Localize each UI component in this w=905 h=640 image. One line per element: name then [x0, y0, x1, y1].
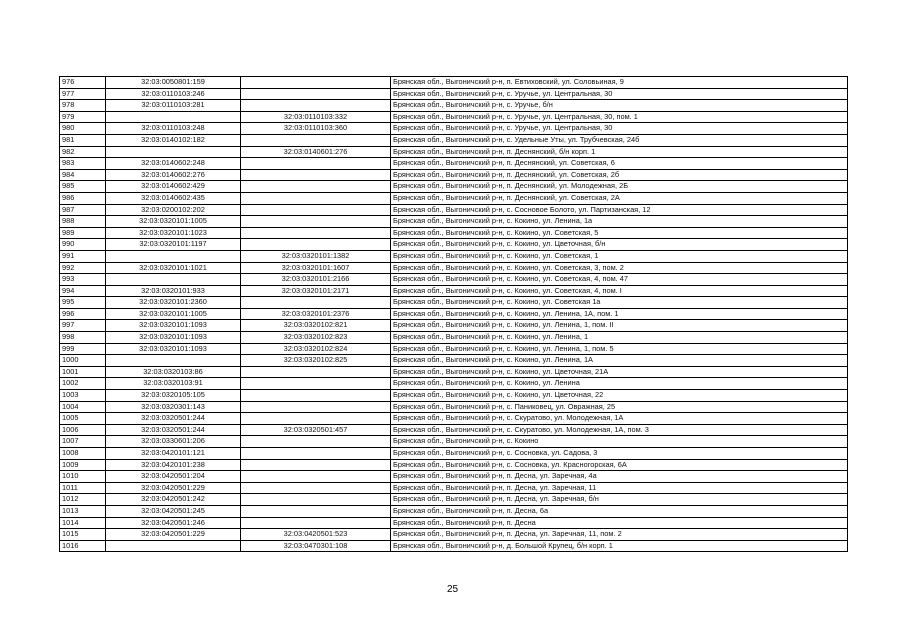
row-number-cell: 999 [60, 343, 106, 355]
row-number-cell: 985 [60, 181, 106, 193]
registry-table [59, 76, 848, 552]
page-number: 25 [446, 584, 459, 595]
cadastral-number-cell [106, 355, 241, 367]
row-number-cell: 997 [60, 320, 106, 332]
row-number-cell: 1005 [60, 413, 106, 425]
table-row [60, 540, 848, 552]
premises-cadastral-number-cell [241, 448, 391, 460]
premises-cadastral-number-cell: 32:03:0470301:108 [241, 540, 391, 552]
address-cell: Брянская обл., Выгоничский р-н, с. Кокино, ул. Советская, 4, пом. 47 [391, 274, 848, 286]
premises-cadastral-number-cell: 32:03:0320501:457 [241, 424, 391, 436]
table-row [60, 274, 848, 286]
row-number-cell: 993 [60, 274, 106, 286]
cadastral-number-cell: 32:03:0110103:248 [106, 123, 241, 135]
table-row [60, 239, 848, 251]
cadastral-number-cell: 32:03:0320101:1093 [106, 320, 241, 332]
table-row [60, 88, 848, 100]
cadastral-number-cell: 32:03:0140102:182 [106, 134, 241, 146]
premises-cadastral-number-cell [241, 181, 391, 193]
cadastral-number-cell: 32:03:0420501:242 [106, 494, 241, 506]
row-number-cell: 992 [60, 262, 106, 274]
cadastral-number-cell [106, 146, 241, 158]
address-cell: Брянская обл., Выгоничский р-н, п. Десна, ул. Заречная, б/н [391, 494, 848, 506]
address-cell: Брянская обл., Выгоничский р-н, с. Кокино, ул. Советская, 5 [391, 227, 848, 239]
premises-cadastral-number-cell [241, 158, 391, 170]
cadastral-number-cell: 32:03:0420501:246 [106, 517, 241, 529]
premises-cadastral-number-cell [241, 390, 391, 402]
cadastral-number-cell: 32:03:0140602:248 [106, 158, 241, 170]
table-row [60, 505, 848, 517]
row-number-cell: 986 [60, 192, 106, 204]
table-row [60, 390, 848, 402]
cadastral-number-cell: 32:03:0320101:933 [106, 285, 241, 297]
table-row [60, 471, 848, 483]
row-number-cell: 1011 [60, 482, 106, 494]
row-number-cell: 984 [60, 169, 106, 181]
address-cell: Брянская обл., Выгоничский р-н, п. Десна [391, 517, 848, 529]
table-row [60, 158, 848, 170]
table-row [60, 494, 848, 506]
table-row [60, 482, 848, 494]
address-cell: Брянская обл., Выгоничский р-н, с. Уручье, б/н [391, 100, 848, 112]
cadastral-number-cell: 32:03:0140602:429 [106, 181, 241, 193]
address-cell: Брянская обл., Выгоничский р-н, с. Паниковец, ул. Овражная, 25 [391, 401, 848, 413]
premises-cadastral-number-cell [241, 239, 391, 251]
row-number-cell: 994 [60, 285, 106, 297]
table-row [60, 111, 848, 123]
row-number-cell: 980 [60, 123, 106, 135]
address-cell: Брянская обл., Выгоничский р-н, с. Кокино, ул. Ленина, 1 [391, 332, 848, 344]
address-cell: Брянская обл., Выгоничский р-н, с. Кокино, ул. Ленина, 1, пом. 5 [391, 343, 848, 355]
cadastral-number-cell: 32:03:0420501:245 [106, 505, 241, 517]
premises-cadastral-number-cell [241, 297, 391, 309]
premises-cadastral-number-cell [241, 169, 391, 181]
premises-cadastral-number-cell [241, 88, 391, 100]
cadastral-number-cell: 32:03:0320103:91 [106, 378, 241, 390]
row-number-cell: 1002 [60, 378, 106, 390]
address-cell: Брянская обл., Выгоничский р-н, п. Десна, ул. Заречная, 4а [391, 471, 848, 483]
table-row [60, 216, 848, 228]
address-cell: Брянская обл., Выгоничский р-н, с. Уручье, ул. Центральная, 30 [391, 123, 848, 135]
premises-cadastral-number-cell [241, 401, 391, 413]
premises-cadastral-number-cell [241, 436, 391, 448]
address-cell: Брянская обл., Выгоничский р-н, п. Евтиховский, ул. Соловьиная, 9 [391, 77, 848, 89]
premises-cadastral-number-cell [241, 482, 391, 494]
row-number-cell: 1009 [60, 459, 106, 471]
premises-cadastral-number-cell [241, 517, 391, 529]
row-number-cell: 976 [60, 77, 106, 89]
premises-cadastral-number-cell [241, 459, 391, 471]
row-number-cell: 1008 [60, 448, 106, 460]
table-row [60, 413, 848, 425]
address-cell: Брянская обл., Выгоничский р-н, с. Удельные Уты, ул. Трубчевская, 24б [391, 134, 848, 146]
row-number-cell: 1016 [60, 540, 106, 552]
table-row [60, 332, 848, 344]
cadastral-number-cell: 32:03:0420501:229 [106, 482, 241, 494]
row-number-cell: 1000 [60, 355, 106, 367]
row-number-cell: 1013 [60, 505, 106, 517]
table-row [60, 308, 848, 320]
premises-cadastral-number-cell: 32:03:0140601:276 [241, 146, 391, 158]
premises-cadastral-number-cell: 32:03:0320101:2376 [241, 308, 391, 320]
cadastral-number-cell: 32:03:0320101:1093 [106, 343, 241, 355]
row-number-cell: 1006 [60, 424, 106, 436]
table-row [60, 285, 848, 297]
cadastral-number-cell: 32:03:0200102:202 [106, 204, 241, 216]
row-number-cell: 989 [60, 227, 106, 239]
address-cell: Брянская обл., Выгоничский р-н, п. Десна, ул. Заречная, 11, пом. 2 [391, 529, 848, 541]
row-number-cell: 979 [60, 111, 106, 123]
cadastral-number-cell: 32:03:0140602:276 [106, 169, 241, 181]
address-cell: Брянская обл., Выгоничский р-н, с. Кокино [391, 436, 848, 448]
registry-table-body [60, 77, 848, 552]
row-number-cell: 998 [60, 332, 106, 344]
premises-cadastral-number-cell: 32:03:0320101:1382 [241, 250, 391, 262]
row-number-cell: 996 [60, 308, 106, 320]
premises-cadastral-number-cell [241, 216, 391, 228]
address-cell: Брянская обл., Выгоничский р-н, п. Деснянский, ул. Советская, 6 [391, 158, 848, 170]
cadastral-number-cell: 32:03:0320101:1005 [106, 216, 241, 228]
cadastral-number-cell [106, 111, 241, 123]
address-cell: Брянская обл., Выгоничский р-н, д. Большой Крупец, б/н корп. 1 [391, 540, 848, 552]
address-cell: Брянская обл., Выгоничский р-н, с. Кокино, ул. Ленина [391, 378, 848, 390]
premises-cadastral-number-cell [241, 471, 391, 483]
table-row [60, 448, 848, 460]
cadastral-number-cell [106, 274, 241, 286]
premises-cadastral-number-cell [241, 204, 391, 216]
premises-cadastral-number-cell [241, 378, 391, 390]
table-row [60, 181, 848, 193]
table-row [60, 227, 848, 239]
row-number-cell: 982 [60, 146, 106, 158]
premises-cadastral-number-cell: 32:03:0110103:332 [241, 111, 391, 123]
cadastral-number-cell: 32:03:0320101:1093 [106, 332, 241, 344]
table-row [60, 100, 848, 112]
table-row [60, 343, 848, 355]
premises-cadastral-number-cell: 32:03:0320102:823 [241, 332, 391, 344]
cadastral-number-cell: 32:03:0320101:2360 [106, 297, 241, 309]
table-row [60, 77, 848, 89]
row-number-cell: 1003 [60, 390, 106, 402]
address-cell: Брянская обл., Выгоничский р-н, с. Сосновое Болото, ул. Партизанская, 12 [391, 204, 848, 216]
table-row [60, 250, 848, 262]
address-cell: Брянская обл., Выгоничский р-н, п. Деснянский, ул. Советская, 2А [391, 192, 848, 204]
cadastral-number-cell: 32:03:0320301:143 [106, 401, 241, 413]
cadastral-number-cell: 32:03:0330601:206 [106, 436, 241, 448]
row-number-cell: 990 [60, 239, 106, 251]
cadastral-number-cell: 32:03:0050801:159 [106, 77, 241, 89]
table-row [60, 134, 848, 146]
cadastral-number-cell: 32:03:0420501:229 [106, 529, 241, 541]
row-number-cell: 977 [60, 88, 106, 100]
address-cell: Брянская обл., Выгоничский р-н, с. Уручье, ул. Центральная, 30, пом. 1 [391, 111, 848, 123]
premises-cadastral-number-cell: 32:03:0320101:2166 [241, 274, 391, 286]
cadastral-number-cell: 32:03:0320103:86 [106, 366, 241, 378]
premises-cadastral-number-cell [241, 77, 391, 89]
cadastral-number-cell: 32:03:0320105:105 [106, 390, 241, 402]
cadastral-number-cell [106, 540, 241, 552]
row-number-cell: 978 [60, 100, 106, 112]
row-number-cell: 1001 [60, 366, 106, 378]
address-cell: Брянская обл., Выгоничский р-н, с. Кокино, ул. Цветочная, б/н [391, 239, 848, 251]
table-row [60, 378, 848, 390]
address-cell: Брянская обл., Выгоничский р-н, с. Скуратово, ул. Молодежная, 1А [391, 413, 848, 425]
cadastral-number-cell: 32:03:0140602:435 [106, 192, 241, 204]
premises-cadastral-number-cell: 32:03:0320101:1607 [241, 262, 391, 274]
table-row [60, 192, 848, 204]
table-row [60, 355, 848, 367]
table-row [60, 366, 848, 378]
table-row [60, 297, 848, 309]
address-cell: Брянская обл., Выгоничский р-н, п. Десна, ул. Заречная, 11 [391, 482, 848, 494]
table-row [60, 459, 848, 471]
row-number-cell: 1015 [60, 529, 106, 541]
cadastral-number-cell: 32:03:0110103:246 [106, 88, 241, 100]
premises-cadastral-number-cell: 32:03:0320101:2171 [241, 285, 391, 297]
premises-cadastral-number-cell [241, 505, 391, 517]
address-cell: Брянская обл., Выгоничский р-н, с. Уручье, ул. Центральная, 30 [391, 88, 848, 100]
address-cell: Брянская обл., Выгоничский р-н, с. Кокино, ул. Ленина, 1, пом. II [391, 320, 848, 332]
cadastral-number-cell: 32:03:0420101:121 [106, 448, 241, 460]
premises-cadastral-number-cell [241, 192, 391, 204]
address-cell: Брянская обл., Выгоничский р-н, с. Сосновка, ул. Красногорская, 6А [391, 459, 848, 471]
row-number-cell: 983 [60, 158, 106, 170]
premises-cadastral-number-cell [241, 366, 391, 378]
row-number-cell: 1014 [60, 517, 106, 529]
address-cell: Брянская обл., Выгоничский р-н, с. Кокино, ул. Советская, 4, пом. I [391, 285, 848, 297]
row-number-cell: 988 [60, 216, 106, 228]
table-row [60, 401, 848, 413]
address-cell: Брянская обл., Выгоничский р-н, с. Скуратово, ул. Молодежная, 1А, пом. 3 [391, 424, 848, 436]
address-cell: Брянская обл., Выгоничский р-н, с. Кокино, ул. Советская, 1 [391, 250, 848, 262]
table-row [60, 517, 848, 529]
premises-cadastral-number-cell: 32:03:0320102:821 [241, 320, 391, 332]
address-cell: Брянская обл., Выгоничский р-н, с. Кокино, ул. Ленина, 1А, пом. 1 [391, 308, 848, 320]
cadastral-number-cell: 32:03:0110103:281 [106, 100, 241, 112]
row-number-cell: 991 [60, 250, 106, 262]
address-cell: Брянская обл., Выгоничский р-н, с. Кокино, ул. Советская 1а [391, 297, 848, 309]
row-number-cell: 1010 [60, 471, 106, 483]
address-cell: Брянская обл., Выгоничский р-н, п. Деснянский, б/н корп. 1 [391, 146, 848, 158]
premises-cadastral-number-cell: 32:03:0320102:824 [241, 343, 391, 355]
cadastral-number-cell: 32:03:0420101:238 [106, 459, 241, 471]
row-number-cell: 1004 [60, 401, 106, 413]
premises-cadastral-number-cell [241, 413, 391, 425]
table-row [60, 529, 848, 541]
address-cell: Брянская обл., Выгоничский р-н, с. Кокино, ул. Ленина, 1а [391, 216, 848, 228]
cadastral-number-cell: 32:03:0320101:1197 [106, 239, 241, 251]
cadastral-number-cell [106, 250, 241, 262]
cadastral-number-cell: 32:03:0420501:204 [106, 471, 241, 483]
premises-cadastral-number-cell: 32:03:0420501:523 [241, 529, 391, 541]
premises-cadastral-number-cell [241, 494, 391, 506]
address-cell: Брянская обл., Выгоничский р-н, с. Кокино, ул. Советская, 3, пом. 2 [391, 262, 848, 274]
cadastral-number-cell: 32:03:0320101:1021 [106, 262, 241, 274]
cadastral-number-cell: 32:03:0320501:244 [106, 413, 241, 425]
premises-cadastral-number-cell [241, 100, 391, 112]
table-row [60, 424, 848, 436]
table-row [60, 320, 848, 332]
table-row [60, 436, 848, 448]
address-cell: Брянская обл., Выгоничский р-н, с. Кокино, ул. Цветочная, 22 [391, 390, 848, 402]
table-row [60, 262, 848, 274]
address-cell: Брянская обл., Выгоничский р-н, п. Деснянский, ул. Советская, 2б [391, 169, 848, 181]
premises-cadastral-number-cell [241, 134, 391, 146]
row-number-cell: 995 [60, 297, 106, 309]
address-cell: Брянская обл., Выгоничский р-н, с. Кокино, ул. Цветочная, 21А [391, 366, 848, 378]
address-cell: Брянская обл., Выгоничский р-н, с. Кокино, ул. Ленина, 1А [391, 355, 848, 367]
row-number-cell: 981 [60, 134, 106, 146]
address-cell: Брянская обл., Выгоничский р-н, п. Деснянский, ул. Молодежная, 2Б [391, 181, 848, 193]
address-cell: Брянская обл., Выгоничский р-н, с. Сосновка, ул. Садова, 3 [391, 448, 848, 460]
cadastral-number-cell: 32:03:0320101:1005 [106, 308, 241, 320]
table-row [60, 146, 848, 158]
table-row [60, 169, 848, 181]
row-number-cell: 1012 [60, 494, 106, 506]
row-number-cell: 1007 [60, 436, 106, 448]
table-row [60, 204, 848, 216]
cadastral-number-cell: 32:03:0320501:244 [106, 424, 241, 436]
address-cell: Брянская обл., Выгоничский р-н, п. Десна, 6а [391, 505, 848, 517]
cadastral-number-cell: 32:03:0320101:1023 [106, 227, 241, 239]
table-row [60, 123, 848, 135]
premises-cadastral-number-cell [241, 227, 391, 239]
premises-cadastral-number-cell: 32:03:0110103:360 [241, 123, 391, 135]
premises-cadastral-number-cell: 32:03:0320102:825 [241, 355, 391, 367]
row-number-cell: 987 [60, 204, 106, 216]
